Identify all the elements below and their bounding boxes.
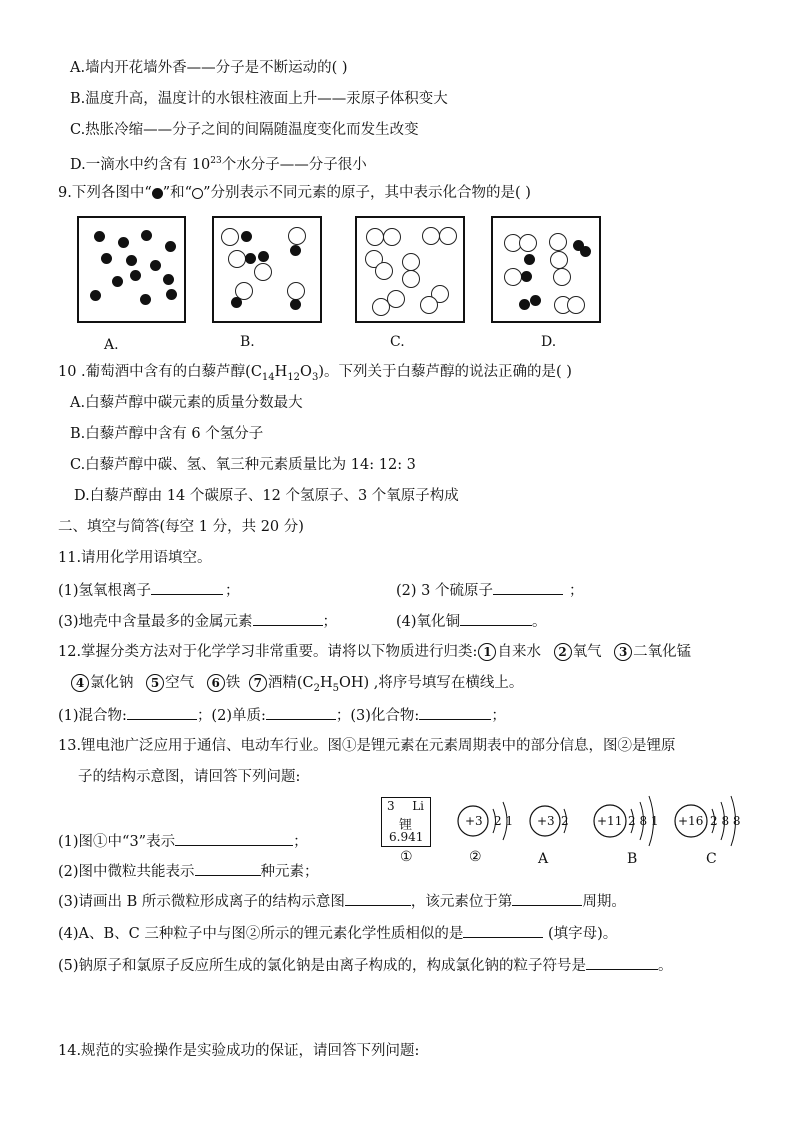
q8-option-a: A.墙内开花墙外香——分子是不断运动的( ) [70, 60, 348, 76]
element-symbol: Li [412, 799, 424, 813]
answer-blank[interactable] [493, 580, 563, 595]
atom [550, 251, 568, 269]
atom [290, 299, 301, 310]
atom [422, 227, 440, 245]
atom [150, 260, 161, 271]
atom [521, 271, 532, 282]
answer-blank[interactable] [419, 705, 491, 720]
q13-part-2: (2)图中微粒共能表示 种元素； [58, 861, 319, 882]
q12-blanks: (1)混合物: ；(2)单质: ；(3)化合物: ； [58, 705, 506, 726]
q9-label-c: C. [390, 334, 405, 350]
q9-figure-d [491, 216, 601, 323]
q11-item-2: (2) 3 个硫原子 ； [396, 580, 583, 601]
atom [130, 270, 141, 281]
atom [549, 233, 567, 251]
answer-blank[interactable] [175, 831, 293, 846]
q10-stem: 10 .葡萄酒中含有的白藜芦醇$(C_{14}H_{12}O_3)$。下列关于白藜芦醇的说法正确的是( ) [58, 364, 572, 383]
atomic-mass: 6.941 [389, 830, 424, 844]
atom [140, 294, 151, 305]
q10-option-a: A.白藜芦醇中碳元素的质量分数最大 [70, 395, 303, 411]
atom [163, 274, 174, 285]
q9-figure-c [355, 216, 465, 323]
electron-shells: 2 8 8 [710, 814, 741, 828]
electron-shells: 2 1 [494, 814, 514, 828]
answer-blank[interactable] [460, 611, 532, 626]
circled-number: 4 [71, 674, 89, 692]
atom [519, 299, 530, 310]
answer-blank[interactable] [195, 861, 261, 876]
q12-line-1: 12.掌握分类方法对于化学学习非常重要。请将以下物质进行归类: 1 自来水 2 氧气 3 二氧化锰 [58, 644, 692, 660]
q9-label-d: D. [541, 334, 557, 350]
atom [524, 254, 535, 265]
q9-label-a: A. [104, 337, 119, 353]
atom [402, 270, 420, 288]
q13-part-1: (1)图①中“3”表示 ； [58, 831, 308, 852]
q12-line-2: 4 氯化钠 5 空气 6 铁 7 酒精$(C_2H_5OH)$ ,将序号填写在横线上。 [70, 673, 523, 699]
atom [383, 228, 401, 246]
circled-number: 7 [249, 674, 267, 692]
q10-option-d: D.白藜芦醇由 14 个碳原子、12 个氢原子、3 个氧原子构成 [74, 488, 459, 504]
answer-blank[interactable] [253, 611, 323, 626]
atom-diagram-b [594, 796, 659, 846]
atom [287, 282, 305, 300]
atom [141, 230, 152, 241]
atom [112, 276, 123, 287]
circled-number: 5 [146, 674, 164, 692]
q13-part-3: (3)请画出 B 所示微粒形成离子的结构示意图 ，该元素位于第 周期。 [58, 891, 626, 912]
circled-number: 2 [554, 643, 572, 661]
atom [519, 234, 537, 252]
q10-option-b: B.白藜芦醇中含有 6 个氢分子 [70, 426, 264, 442]
answer-blank[interactable] [345, 891, 411, 906]
atom [420, 296, 438, 314]
atom [580, 246, 591, 257]
atom [439, 227, 457, 245]
section-heading: 二、填空与简答(每空 1 分，共 20 分) [58, 519, 304, 535]
atom [387, 290, 405, 308]
atom [254, 263, 272, 281]
nucleus-charge: +3 [537, 814, 555, 828]
atom [288, 227, 306, 245]
atom-label-c: C [706, 851, 717, 867]
atom [402, 253, 420, 271]
answer-blank[interactable] [512, 891, 582, 906]
q9-figure-a [77, 216, 186, 323]
atom-label-b: B [627, 851, 638, 867]
atom [375, 262, 393, 280]
atom [228, 250, 246, 268]
atom-diagram-c [675, 796, 741, 846]
atom-diagram-a [530, 806, 569, 836]
atom [366, 228, 384, 246]
q13-line-1: 13.锂电池广泛应用于通信、电动车行业。图①是锂元素在元素周期表中的部分信息，图②是锂原 [58, 738, 676, 754]
answer-blank[interactable] [463, 923, 543, 938]
nucleus-charge: +11 [597, 814, 623, 828]
q8-option-d: D.一滴水中约含有 $10^{23}$个水分子——分子很小 [70, 156, 367, 173]
answer-blank[interactable] [127, 705, 197, 720]
atom-structure-diagrams [448, 788, 758, 848]
atom [231, 297, 242, 308]
circled-number: 1 [478, 643, 496, 661]
atom [101, 253, 112, 264]
q13-part-4: (4)A、B、C 三种粒子中与图②所示的锂元素化学性质相似的是 (填字母)。 [58, 923, 617, 944]
atomic-number: 3 [387, 799, 395, 813]
element-name: 锂 [399, 818, 413, 833]
q14-stem: 14.规范的实验操作是实验成功的保证，请回答下列问题: [58, 1043, 420, 1059]
atom-diagram-li [458, 802, 513, 840]
fig1-label: ① [400, 849, 413, 865]
atom [90, 290, 101, 301]
q8-option-b: B.温度升高，温度计的水银柱液面上升——汞原子体积变大 [70, 91, 448, 107]
q13-line-2: 子的结构示意图，请回答下列问题: [78, 769, 301, 785]
circled-number: 3 [614, 643, 632, 661]
atom [221, 228, 239, 246]
q11-item-1: (1)氢氧根离子 ； [58, 580, 240, 601]
atom [126, 255, 137, 266]
atom [245, 253, 256, 264]
q9-stem: 9.下列各图中“ ”和“ ”分别表示不同元素的原子，其中表示化合物的是( ) [58, 185, 531, 201]
q13-part-5: (5)钠原子和氯原子反应所生成的氯化钠是由离子构成的，构成氯化钠的粒子符号是 。 [58, 955, 673, 976]
nucleus-charge: +3 [465, 814, 483, 828]
electron-shells: 2 [561, 814, 569, 828]
atom [530, 295, 541, 306]
circled-number: 6 [207, 674, 225, 692]
atom [553, 268, 571, 286]
filled-atom-icon [152, 188, 163, 199]
hollow-atom-icon [192, 188, 203, 199]
answer-blank[interactable] [266, 705, 336, 720]
atom [258, 251, 269, 262]
atom [241, 231, 252, 242]
q11-item-3: (3)地壳中含量最多的金属元素 ； [58, 611, 337, 632]
q11-item-4: (4)氧化铜 。 [396, 611, 547, 632]
q9-label-b: B. [240, 334, 255, 350]
q10-option-c: C.白藜芦醇中碳、氢、氧三种元素质量比为 14: 12: 3 [70, 457, 416, 473]
answer-blank[interactable] [151, 580, 223, 595]
q8-option-c: C.热胀冷缩——分子之间的间隔随温度变化而发生改变 [70, 122, 419, 138]
q11-stem: 11.请用化学用语填空。 [58, 550, 212, 566]
atom [166, 289, 177, 300]
atom-label-li: ② [469, 849, 482, 865]
atom [567, 296, 585, 314]
answer-blank[interactable] [586, 955, 658, 970]
atom [290, 245, 301, 256]
periodic-table-cell [381, 797, 431, 847]
nucleus-charge: +16 [678, 814, 704, 828]
atom-label-a: A [538, 851, 549, 867]
atom [118, 237, 129, 248]
atom [504, 268, 522, 286]
atom [94, 231, 105, 242]
atom [165, 241, 176, 252]
q9-figure-b [212, 216, 322, 323]
electron-shells: 2 8 1 [628, 814, 659, 828]
